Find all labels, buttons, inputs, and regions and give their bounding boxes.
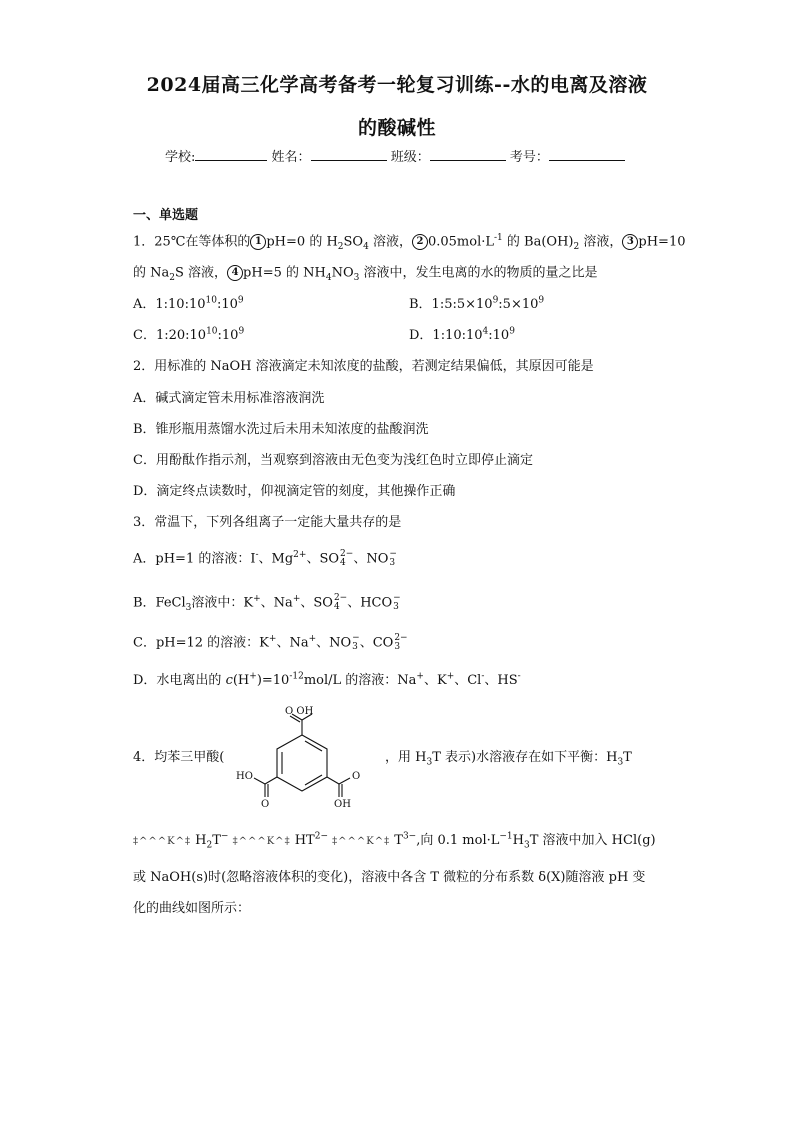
student-info-row	[165, 146, 625, 165]
class-blank[interactable]	[430, 148, 506, 161]
doc-title-line1: 2024届高三化学高考备考一轮复习训练--水的电离及溶液	[146, 74, 648, 96]
label-o-left: O	[261, 799, 270, 810]
q2-option-c[interactable]: C．用酚酞作指示剂，当观察到溶液由无色变为浅红色时立即停止滴定	[133, 453, 533, 468]
q2-option-b[interactable]: B．锥形瓶用蒸馏水洗过后未用未知浓度的盐酸润洗	[133, 422, 429, 437]
q1-option-c[interactable]: C．$1:20:10^{10}:10^9$	[133, 326, 245, 343]
label-o-right: O	[352, 771, 361, 782]
circled-4: 4	[227, 265, 243, 281]
name-label: 姓名：	[271, 150, 311, 165]
q4-equilibrium-line: ‡^^^K^‡ $H_2T^-$ ‡^^^K^‡ $HT^{2-}$ ‡^^^K^‡ $T^{3-}$,向 0.1 $mol\cdot L^{-1}H_3T$ 溶液中加入 HCl(g)	[133, 831, 656, 851]
label-ho-left: HO	[236, 771, 253, 782]
section-header: 一、单选题	[133, 208, 199, 223]
name-blank[interactable]	[311, 148, 387, 161]
q3-stem: 3．常温下，下列各组离子一定能大量共存的是	[133, 515, 402, 530]
q4-stem-line4: 化的曲线如图所示：	[133, 901, 251, 916]
q1-stem-line1: 1．25℃在等体积的 1 pH=0 的 $H_2SO_4$ 溶液， 2 $0.05mol\cdot L^{-1}$ 的 $Ba(OH)_2$ 溶液， 3 pH=10	[133, 233, 686, 253]
label-oh-right: OH	[334, 799, 351, 810]
circled-1: 1	[250, 234, 266, 250]
q1-option-a[interactable]: A．$1:10:10^{10}:10^9$	[133, 295, 244, 312]
circled-2: 2	[412, 234, 428, 250]
doc-title-line2: 的酸碱性	[357, 117, 436, 139]
class-label: 班级：	[390, 150, 430, 165]
trimesic-acid-structure	[232, 703, 372, 815]
circled-3: 3	[622, 234, 638, 250]
q4-stem-line3: 或 NaOH(s)时(忽略溶液体积的变化)，溶液中各含 T 微粒的分布系数 δ(X)随溶液 pH 变	[133, 870, 646, 885]
q1-option-b[interactable]: B．$1:5:5\times 10^9:5\times 10^9$	[409, 295, 545, 312]
equilibrium-arrow-2: ‡^^^K^‡	[232, 836, 291, 847]
equilibrium-arrow-1: ‡^^^K^‡	[133, 836, 191, 847]
q3-option-d[interactable]: D．水电离出的 $c(H^+)=10^{-12}mol/L$ 的溶液：Na+、K+、Cl-、HS-	[133, 671, 521, 688]
q3-option-b[interactable]: B．FeCl$_3$溶液中：K+、Na+、SO 2− 4 、HCO − 3	[133, 593, 401, 614]
equilibrium-arrow-3: ‡^^^K^‡	[332, 836, 391, 847]
school-blank[interactable]	[195, 148, 267, 161]
school-label: 学校:	[165, 150, 196, 165]
number-blank[interactable]	[549, 148, 625, 161]
label-oh-top: O OH	[285, 706, 314, 717]
q3-option-c[interactable]: C．pH=12 的溶液：K+、Na+、NO − 3 、CO 2− 3	[133, 633, 408, 652]
q3-option-a[interactable]: A．pH=1 的溶液：I-、$Mg^{2+}$、SO 2− 4 、NO − 3	[133, 549, 397, 568]
q4-stem-line1-left: 4．均苯三甲酸(	[133, 750, 225, 765]
q2-option-d[interactable]: D．滴定终点读数时，仰视滴定管的刻度，其他操作正确	[133, 484, 456, 499]
q1-stem-line2: 的 $Na_2S$ 溶液， 4 pH=5 的 $NH_4NO_3$ 溶液中，发生电离的水的物质的量之比是	[133, 265, 598, 284]
q2-option-a[interactable]: A．碱式滴定管未用标准溶液润洗	[133, 391, 325, 406]
number-label: 考号：	[509, 150, 549, 165]
q1-option-d[interactable]: D．$1:10:10^4:10^9$	[409, 326, 515, 343]
q4-stem-line1-right: ，用 $H_3T$ 表示)水溶液存在如下平衡：$H_3T$	[385, 750, 632, 768]
q2-stem: 2．用标准的 NaOH 溶液滴定未知浓度的盐酸，若测定结果偏低，其原因可能是	[133, 359, 594, 374]
